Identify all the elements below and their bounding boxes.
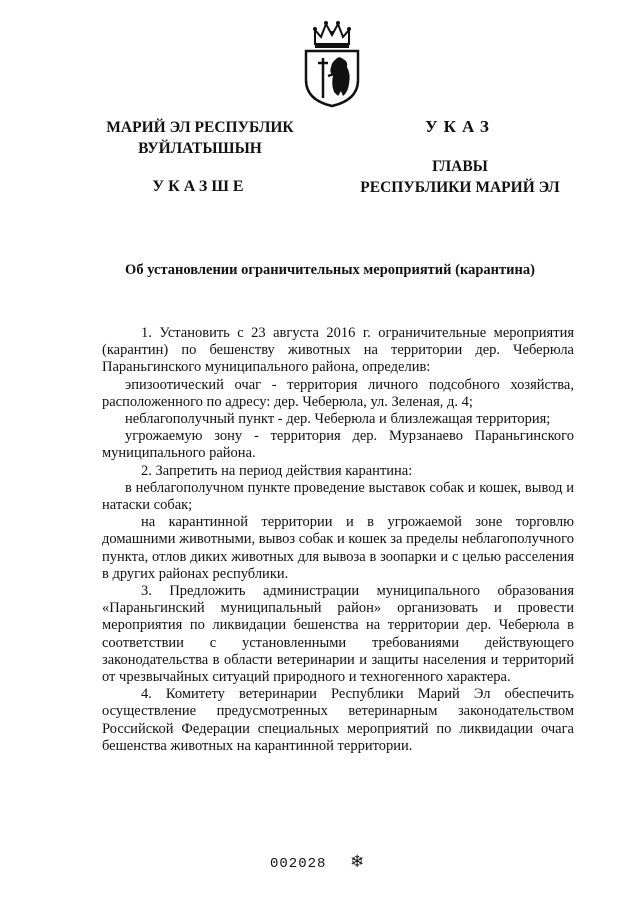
paragraph-item-3: 3. Предложить администрации муниципального образования «Параньгинский муниципальный район» организовать и провести мероприятия по ликвидации бешенства на территории дер. Чеберюла в соответствии с установленными требованиями действующего законодательства в области ветеринарии и защиты населения и территорий от чрезвычайных ситуаций природного и техногенного характера. xyxy=(102,583,574,686)
header-right-line1: УКАЗ xyxy=(425,117,495,136)
header-left xyxy=(100,117,300,197)
header-left-line2: ВУЙЛАТЫШЫН xyxy=(138,140,262,157)
paragraph-item-4: 4. Комитету ветеринарии Республики Марий Эл обеспечить осуществление предусмотренных ветеринарным законодательством Российской Федерации специальных мероприятий по ликвидации очага бешенства животных на карантинной территории. xyxy=(102,686,574,754)
coat-of-arms-emblem xyxy=(301,18,363,108)
header-right-line3: РЕСПУБЛИКИ МАРИЙ ЭЛ xyxy=(360,179,560,196)
snowflake-mark-icon: ❄ xyxy=(350,852,365,871)
paragraph-quarantine-territory-ban: на карантинной территории и в угрожаемой зоне торговлю домашними животными, вывоз собак и кошек за пределы неблагополучного пункта, отлов диких животных для вывоза в зоопарки и с целью расселения в других районах республики. xyxy=(102,514,574,582)
paragraph-affected-point: неблагополучный пункт - дер. Чеберюла и близлежащая территория; xyxy=(125,411,551,428)
paragraph-item-1: 1. Установить с 23 августа 2016 г. ограничительные мероприятия (карантин) по бешенству животных на территории дер. Чеберюла Параньгинского муниципального района, определив: xyxy=(102,325,574,376)
paragraph-item-2: 2. Запретить на период действия карантина: xyxy=(141,462,413,479)
header-right xyxy=(360,116,560,198)
header-left-line1: МАРИЙ ЭЛ РЕСПУБЛИК xyxy=(106,119,294,136)
document-number: 002028 xyxy=(270,856,327,872)
document-title: Об установлении ограничительных мероприятий (карантина) xyxy=(125,262,535,278)
header-right-line2: ГЛАВЫ xyxy=(432,158,488,175)
paragraph-threatened-zone: угрожаемую зону - территория дер. Мурзанаево Параньгинского муниципального района. xyxy=(102,428,574,462)
paragraph-affected-point-ban: в неблагополучном пункте проведение выставок собак и кошек, вывод и натаски собак; xyxy=(102,479,574,514)
header-left-line3: УКАЗШЕ xyxy=(152,178,248,195)
document-body xyxy=(102,325,574,755)
paragraph-epizootic-focus: эпизоотический очаг - территория личного подсобного хозяйства, расположенного по адресу: дер. Чеберюла, ул. Зеленая, д. 4; xyxy=(102,376,574,410)
